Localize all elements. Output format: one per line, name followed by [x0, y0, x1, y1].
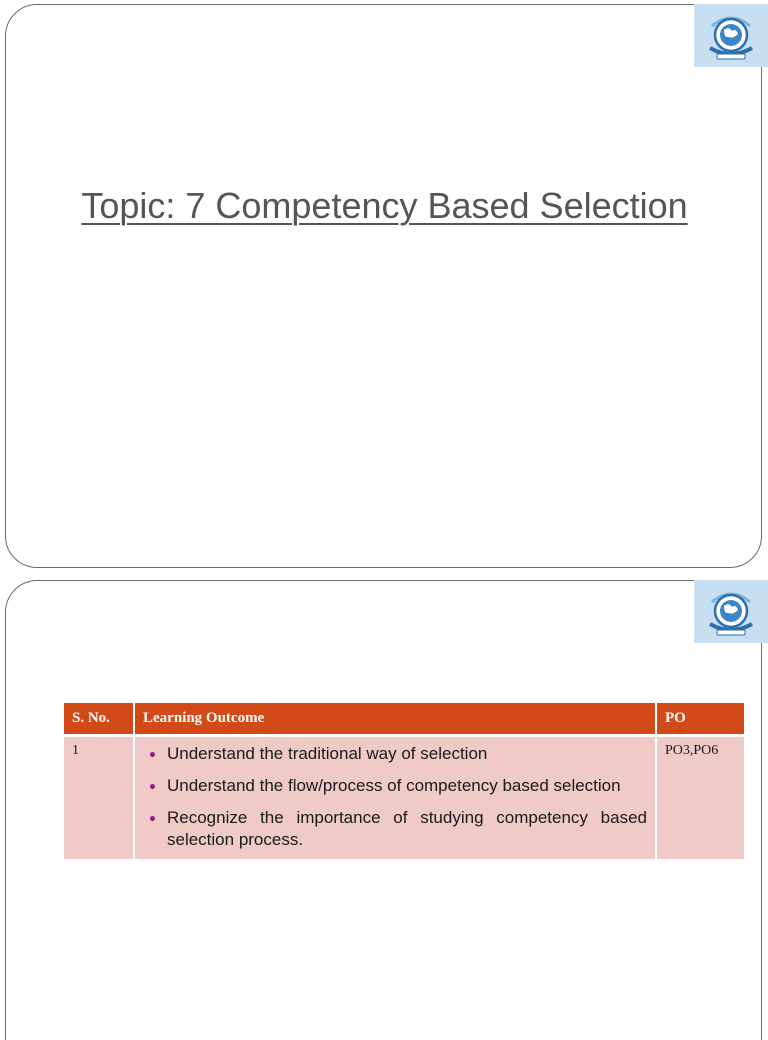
table-row — [64, 735, 744, 859]
outcome-list — [143, 743, 647, 851]
table-header-row — [64, 703, 744, 735]
list-item: Recognize the importance of studying competency based selection process. — [143, 807, 647, 851]
institution-logo — [694, 4, 768, 67]
institution-logo — [694, 580, 768, 643]
cell-po: PO3,PO6 — [656, 735, 744, 859]
slide-learning-outcomes — [5, 580, 762, 1040]
header-po: PO — [656, 703, 744, 735]
cell-learning-outcome — [134, 735, 656, 859]
list-item: Understand the flow/process of competency based selection — [143, 775, 647, 797]
institution-emblem-icon — [702, 584, 760, 640]
cell-sno: 1 — [64, 735, 134, 859]
learning-outcome-table — [64, 703, 744, 859]
header-sno: S. No. — [64, 703, 134, 735]
institution-emblem-icon — [702, 8, 760, 64]
header-learning-outcome: Learning Outcome — [134, 703, 656, 735]
list-item: Understand the traditional way of selection — [143, 743, 647, 765]
slide-title-page — [5, 4, 762, 568]
slide-title: Topic: 7 Competency Based Selection — [81, 185, 688, 226]
